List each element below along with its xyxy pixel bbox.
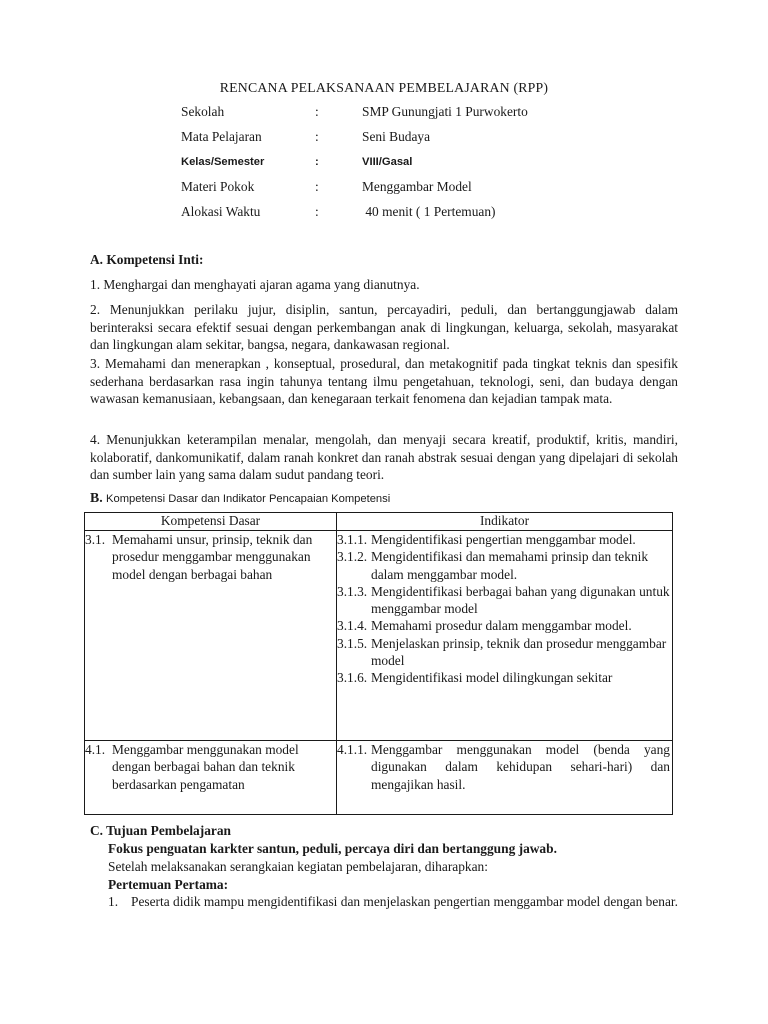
list-number: 1.: [108, 894, 119, 909]
kd-number: 4.1.: [85, 742, 106, 757]
indicator-item: [337, 617, 672, 634]
indicator-text: Menjelaskan prinsip, teknik dan prosedur menggambar model: [371, 635, 667, 669]
core-competence-item: 3. Memahami dan menerapkan , konseptual, prosedural, dan metakognitif pada tingkat teknis dan spesifik sederhana berdasarkan rasa ingin tahunya tentang ilmu pengetahuan, teknologi, seni, dan budaya dengan wawasan kemanusiaan, kebangsaan, dan kenegaraan terkait fenomena dan kejadian tampak mata.: [90, 356, 678, 406]
competence-table: [84, 512, 673, 815]
indicator-cell: [337, 531, 673, 741]
indicator-number: 3.1.6.: [337, 670, 368, 686]
indicator-number: 3.1.3.: [337, 583, 368, 599]
indicator-text: Menggambar menggunakan model (benda yang digunakan dalam kehidupan sehari-hari) dan mengajikan hasil.: [371, 742, 670, 792]
list-text: Peserta didik mampu mengidentifikasi dan menjelaskan pengertian menggambar model dengan benar.: [131, 894, 678, 909]
indicator-item: [337, 741, 672, 793]
identity-value: Menggambar Model: [362, 179, 472, 194]
identity-value: 40 menit ( 1 Pertemuan): [362, 204, 496, 219]
identity-label: Alokasi Waktu: [181, 204, 261, 219]
core-competence-item: 1. Menghargai dan menghayati ajaran agama yang dianutnya.: [90, 277, 420, 292]
indicator-text: Mengidentifikasi berbagai bahan yang digunakan untuk menggambar model: [371, 583, 670, 617]
indicator-item: [337, 635, 672, 670]
table-header-kd: Kompetensi Dasar: [85, 513, 337, 531]
indicator-text: Memahami prosedur dalam menggambar model.: [371, 618, 632, 634]
identity-colon: :: [315, 104, 319, 119]
meeting-heading: Pertemuan Pertama:: [108, 877, 229, 892]
section-c-heading: C. Tujuan Pembelajaran: [90, 823, 231, 838]
section-b-title: Kompetensi Dasar dan Indikator Pencapaian Kompetensi: [106, 493, 391, 505]
table-row: [85, 531, 673, 741]
learning-intro: Setelah melaksanakan serangkaian kegiatan pembelajaran, diharapkan:: [108, 859, 488, 874]
table-header-row: [85, 513, 673, 531]
indicator-number: 3.1.2.: [337, 549, 368, 565]
indicator-text: Mengidentifikasi dan memahami prinsip dan teknik dalam menggambar model.: [371, 549, 649, 582]
indicator-number: 3.1.5.: [337, 635, 368, 651]
identity-value: VIII/Gasal: [362, 156, 413, 168]
identity-value: SMP Gunungjati 1 Purwokerto: [362, 104, 528, 119]
identity-label: Mata Pelajaran: [181, 129, 262, 144]
indicator-text: Mengidentifikasi model dilingkungan sekitar: [371, 670, 613, 686]
kd-text: Memahami unsur, prinsip, teknik dan prosedur menggambar menggunakan model dengan berbagai bahan: [112, 532, 313, 582]
identity-label: Materi Pokok: [181, 179, 255, 194]
core-competence-item: 4. Menunjukkan keterampilan menalar, mengolah, dan menyaji secara kreatif, produktif, kritis, mandiri, kolaboratif, dankomunikatif, dalam ranah konkret dan ranah abstrak sesuai dengan yang dipelajari di sekolah dan sumber lain yang sama dalam sudut pandang teori.: [90, 432, 678, 482]
kd-item: [85, 741, 336, 793]
indicator-item: [337, 531, 672, 548]
identity-label: Kelas/Semester: [181, 156, 265, 168]
indicator-number: 4.1.1.: [337, 742, 368, 757]
identity-value: Seni Budaya: [362, 129, 431, 144]
list-item: [108, 893, 678, 911]
section-b-heading: [90, 489, 390, 508]
table-header-indicator: Indikator: [337, 513, 673, 531]
indicator-text: Mengidentifikasi pengertian menggambar model.: [371, 532, 636, 547]
identity-colon: :: [315, 179, 319, 194]
indicator-item: [337, 548, 672, 583]
kd-text: Menggambar menggunakan model dengan berbagai bahan dan teknik berdasarkan pengamatan: [112, 742, 299, 792]
identity-label: Sekolah: [181, 104, 225, 119]
table-row: [85, 741, 673, 815]
indicator-number: 3.1.1.: [337, 532, 368, 547]
core-competence-item: 2. Menunjukkan perilaku jujur, disiplin, santun, percayadiri, peduli, dan bertanggungjawab dalam berinteraksi secara efektif sesuai dengan perkembangan anak di lingkungan, keluarga, sekolah, masyarakat dan lingkungan alam sekitar, bangsa, negara, dankawasan regional.: [90, 302, 678, 352]
kd-cell: [85, 741, 337, 815]
identity-colon: :: [315, 156, 319, 168]
indicator-number: 3.1.4.: [337, 618, 368, 634]
section-a-heading: A. Kompetensi Inti:: [90, 252, 204, 267]
indicator-item: [337, 583, 672, 618]
indicator-cell: [337, 741, 673, 815]
identity-colon: :: [315, 129, 319, 144]
section-b-letter: B.: [90, 490, 103, 505]
kd-item: [85, 531, 336, 583]
kd-number: 3.1.: [85, 532, 106, 547]
identity-colon: :: [315, 204, 319, 219]
document-title: RENCANA PELAKSANAAN PEMBELAJARAN (RPP): [219, 80, 549, 95]
character-focus: Fokus penguatan karkter santun, peduli, percaya diri dan bertanggung jawab.: [108, 841, 557, 856]
indicator-item: [337, 669, 672, 686]
kd-cell: [85, 531, 337, 741]
